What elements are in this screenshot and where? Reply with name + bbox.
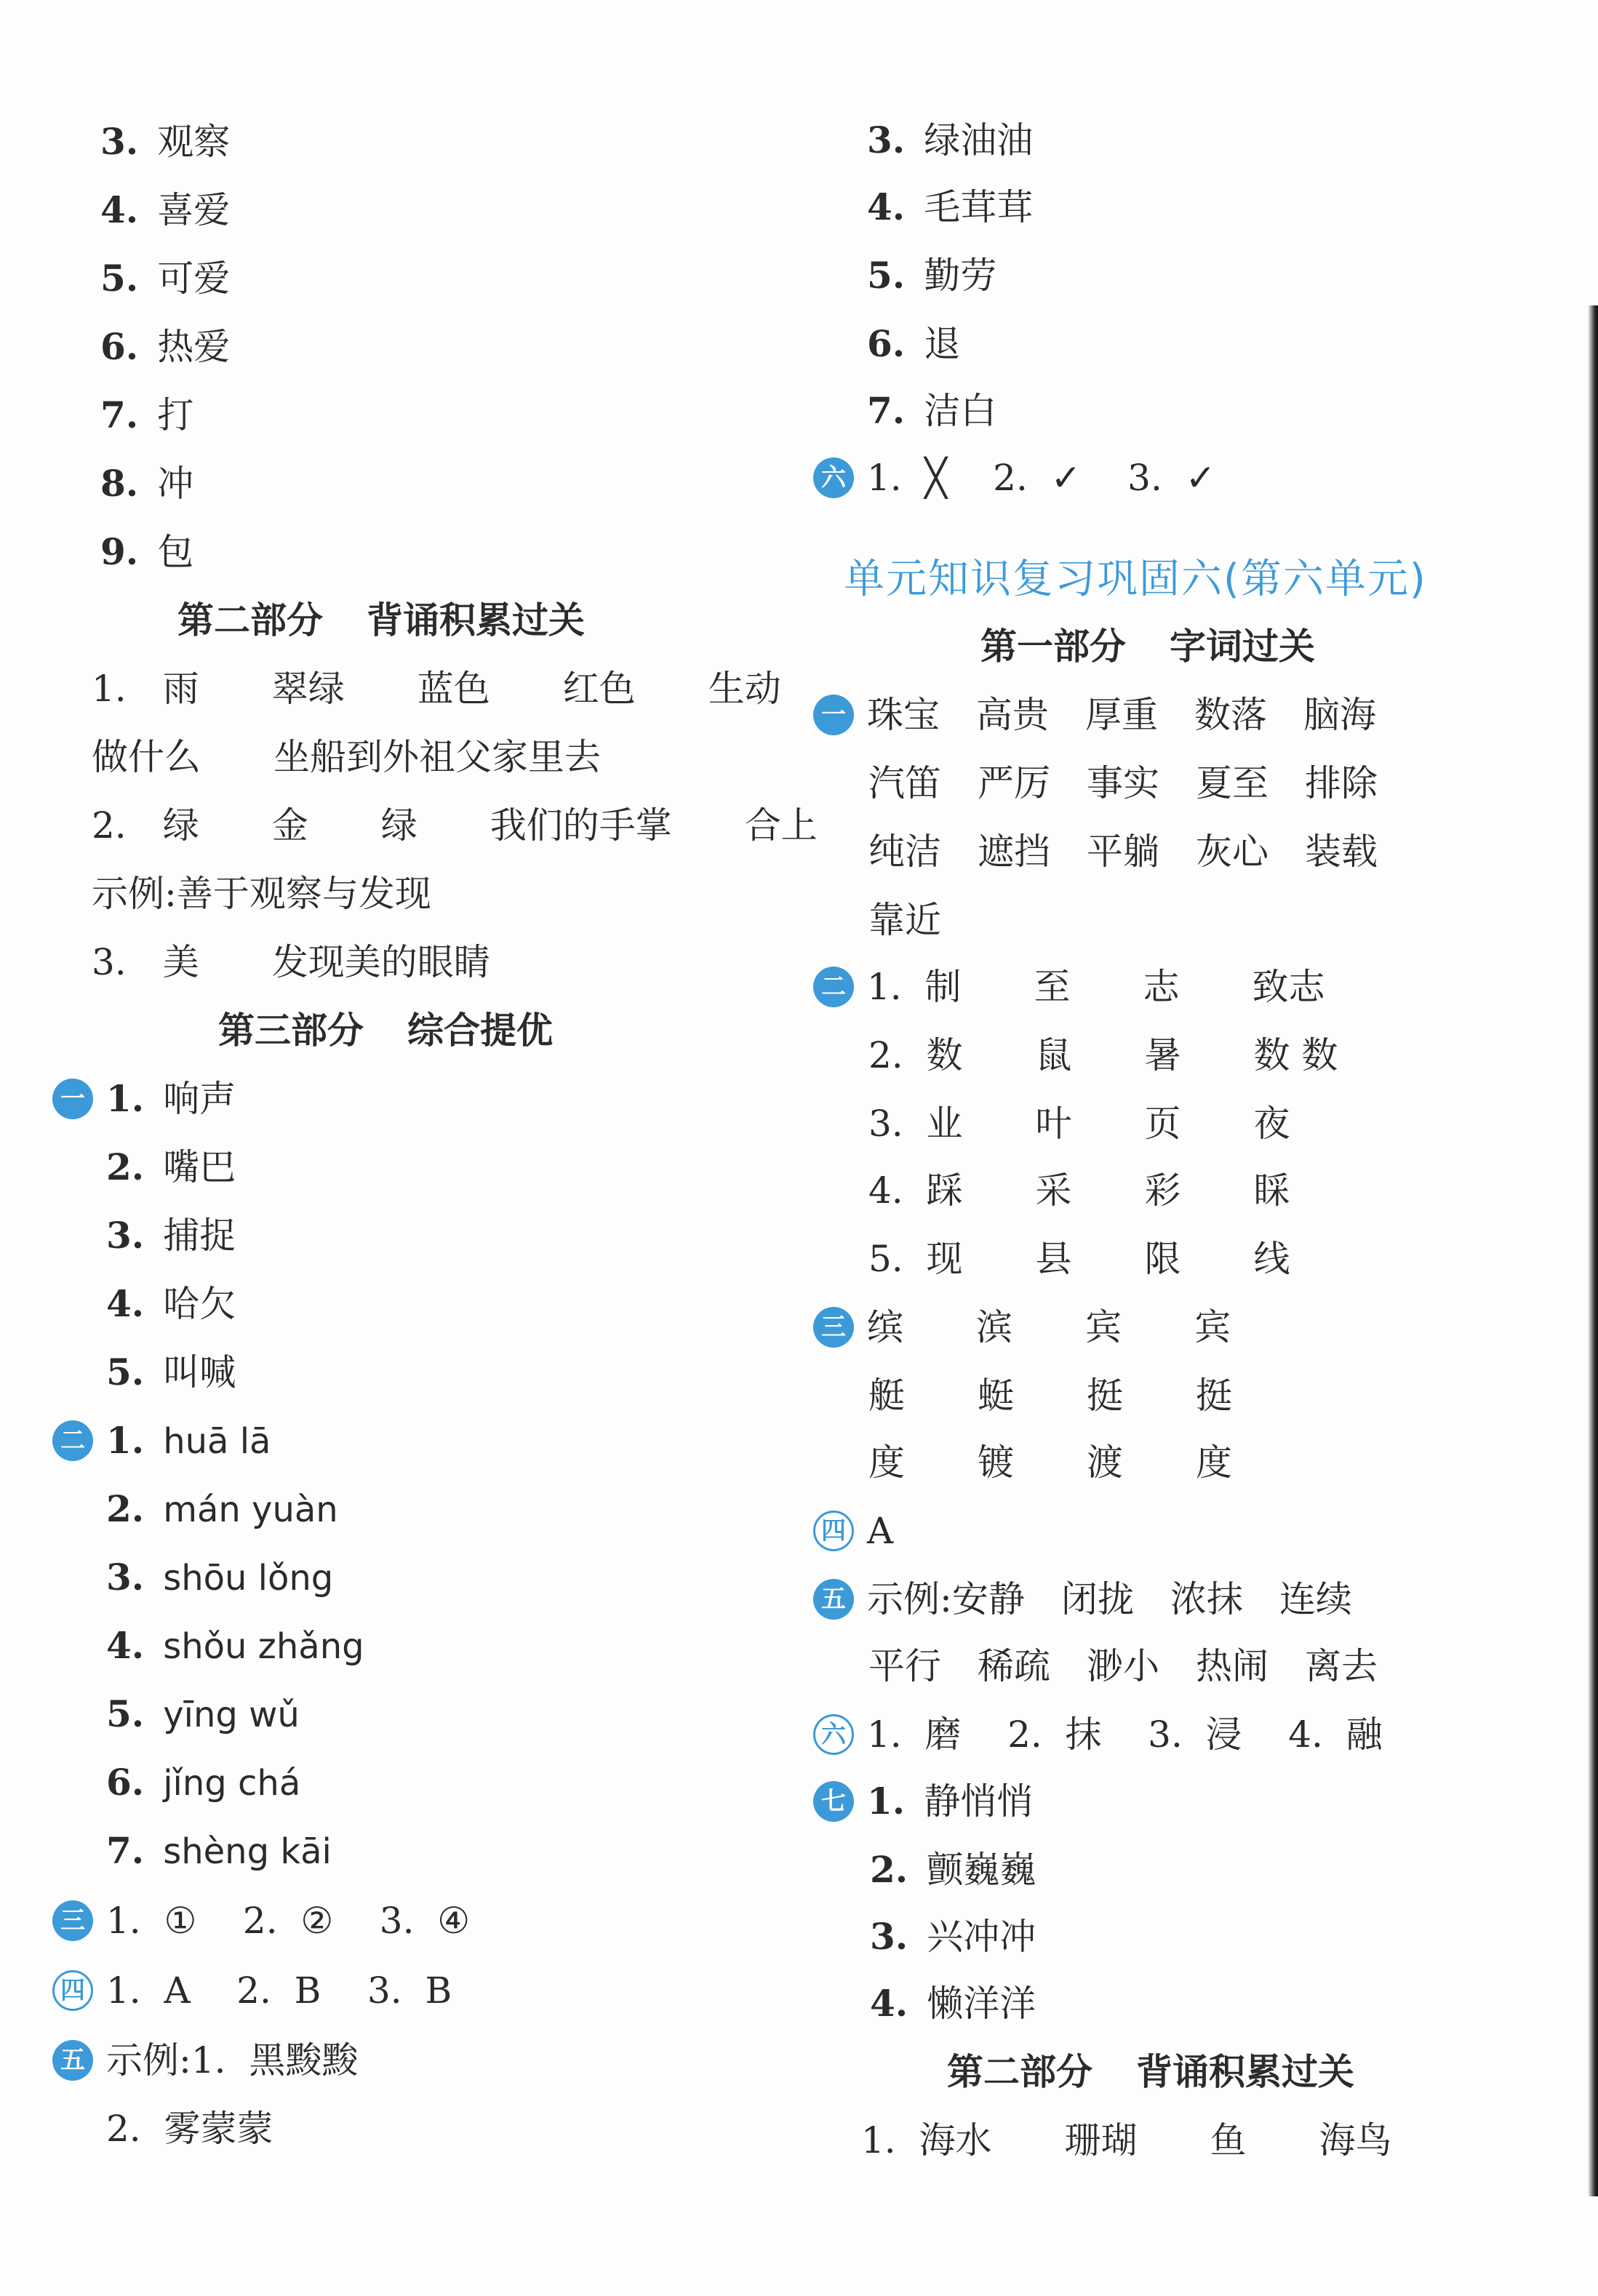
list-item: 二 1. huā lā	[52, 1415, 271, 1466]
page-edge-shadow	[1588, 305, 1598, 2196]
list-item: 3. shōu lǒng	[106, 1556, 334, 1599]
list-item: 4. 哈欠	[106, 1282, 236, 1325]
list-item: 3. 捕捉	[106, 1214, 236, 1257]
section-badge-icon: 二	[813, 967, 854, 1007]
list-item: 3. 兴冲冲	[870, 1915, 1036, 1958]
list-item: 7. 打	[100, 393, 194, 436]
list-item: 4. 喜爱	[100, 188, 231, 231]
answer-line: 三 1. ① 2. ② 3. ④	[52, 1895, 470, 1946]
section-badge-icon: 二	[52, 1420, 93, 1461]
text-line: 1. 雨 翠绿 蓝色 红色 生动	[92, 668, 781, 710]
answer-line: 1. 海水 珊瑚 鱼 海鸟	[861, 2119, 1392, 2161]
section-badge-icon: 一	[813, 695, 854, 735]
list-item: 5. yīng wǔ	[106, 1692, 300, 1735]
section-heading: 第三部分 综合提优	[218, 1009, 553, 1052]
answer-line: 平行 稀疏 渺小 热闹 离去	[868, 1645, 1378, 1687]
section-heading: 第二部分 背诵积累过关	[177, 599, 585, 641]
text-line: 做什么 坐船到外祖父家里去	[92, 736, 601, 778]
section-badge-icon: 五	[52, 2040, 93, 2081]
answer-line: 度 镀 渡 度	[868, 1441, 1232, 1484]
list-item: 6. jǐng chá	[106, 1761, 301, 1804]
list-item: 七 1. 静悄悄	[813, 1776, 1033, 1827]
answer-line: 2. 数 鼠 暑 数 数	[868, 1034, 1338, 1076]
section-badge-icon: 五	[813, 1579, 854, 1620]
list-item: 9. 包	[100, 530, 194, 573]
answer-line: 2. 雾蒙蒙	[106, 2108, 273, 2150]
list-item: 4. shǒu zhǎng	[106, 1624, 364, 1667]
text-line: 3. 美 发现美的眼睛	[92, 941, 490, 983]
list-item: 4. 毛茸茸	[867, 185, 1034, 228]
section-badge-icon: 四	[52, 1970, 93, 2011]
answer-line: 二 1. 制 至 志 致志	[813, 961, 1325, 1012]
text-line: 示例:善于观察与发现	[92, 873, 431, 915]
list-item: 8. 冲	[100, 462, 194, 505]
answer-line: 一 珠宝 高贵 厚重 数落 脑海	[813, 689, 1376, 740]
section-badge-icon: 六	[813, 457, 854, 498]
answer-line: 四 1. A 2. B 3. B	[52, 1965, 452, 2016]
list-item: 4. 懒洋洋	[870, 1982, 1036, 2025]
answer-line: 六 1. 磨 2. 抹 3. 浸 4. 融	[813, 1709, 1383, 1760]
list-item: 一 1. 响声	[52, 1073, 236, 1124]
section-heading: 第二部分 背诵积累过关	[947, 2050, 1354, 2093]
list-item: 7. 洁白	[867, 389, 997, 432]
text-line: 2. 绿 金 绿 我们的手掌 合上	[92, 804, 818, 847]
list-item: 6. 热爱	[100, 325, 231, 368]
list-item: 5. 勤劳	[867, 254, 997, 297]
answer-line: 靠近	[868, 899, 941, 941]
list-item: 2. 嘴巴	[106, 1145, 236, 1188]
section-badge-icon: 三	[813, 1307, 854, 1348]
answer-line: 汽笛 严厉 事实 夏至 排除	[868, 762, 1378, 804]
answer-line: 5. 现 县 限 线	[868, 1238, 1290, 1280]
list-item: 2. 颤巍巍	[870, 1848, 1036, 1891]
section-badge-icon: 四	[813, 1511, 854, 1551]
answer-line: 五 示例:1. 黑黢黢	[52, 2035, 358, 2086]
list-item: 3. 观察	[100, 120, 231, 163]
section-heading: 第一部分 字词过关	[980, 625, 1315, 668]
list-item: 6. 退	[867, 322, 961, 365]
unit-title: 单元知识复习巩固六(第六单元)	[844, 556, 1427, 603]
list-item: 5. 可爱	[100, 257, 231, 300]
answer-line: 六 1. ╳ 2. ✓ 3. ✓	[813, 452, 1216, 503]
list-item: 3. 绿油油	[867, 119, 1034, 161]
list-item: 5. 叫喊	[106, 1351, 236, 1393]
list-item: 7. shèng kāi	[106, 1829, 332, 1872]
section-badge-icon: 一	[52, 1079, 93, 1119]
answer-line: 四 A	[813, 1505, 893, 1556]
list-item: 2. mán yuàn	[106, 1487, 338, 1530]
answer-line: 4. 踩 采 彩 睬	[868, 1169, 1290, 1212]
section-badge-icon: 七	[813, 1781, 854, 1822]
answer-line: 三 缤 滨 宾 宾	[813, 1302, 1231, 1353]
answer-line: 五 示例:安静 闭拢 浓抹 连续	[813, 1574, 1352, 1625]
answer-line: 艇 蜓 挺 挺	[868, 1375, 1232, 1417]
answer-line: 纯洁 遮挡 平躺 灰心 装载	[868, 831, 1378, 873]
section-badge-icon: 六	[813, 1714, 854, 1755]
answer-line: 3. 业 叶 页 夜	[868, 1103, 1290, 1145]
section-badge-icon: 三	[52, 1900, 93, 1941]
